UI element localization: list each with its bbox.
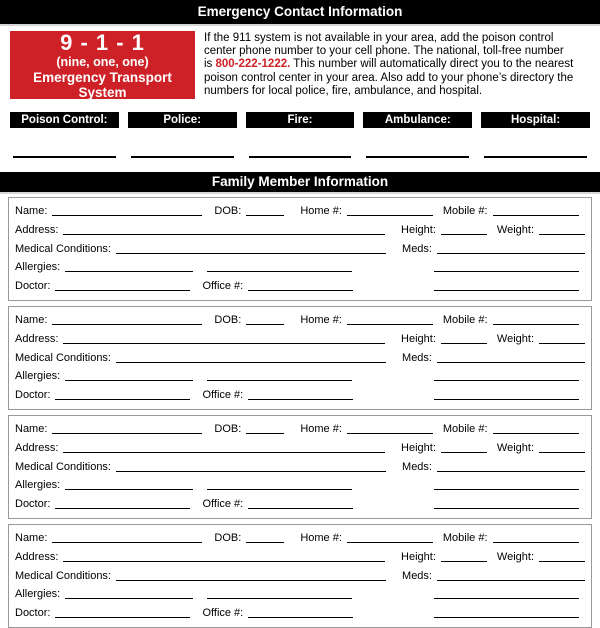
home-number-label: Home #: (300, 205, 342, 217)
poison-control-fill-line (13, 156, 116, 158)
office-number-fill-line (248, 607, 353, 618)
height-fill-line (441, 333, 487, 344)
allergies-fill-line-2 (207, 588, 352, 599)
office-number-fill-line (248, 498, 353, 509)
weight-label: Weight: (496, 223, 534, 236)
meds-fill-line-3 (434, 389, 579, 400)
medical-conditions-fill-line (116, 243, 386, 254)
member-row-allergies (15, 476, 585, 495)
name-fill-line (52, 314, 202, 325)
address-fill-line (63, 551, 385, 562)
intro-line: is 800-222-1222. This number will automatically direct you to the nearest (204, 58, 574, 71)
allergies-label: Allergies: (15, 370, 61, 383)
office-number-label: Office #: (202, 498, 244, 511)
intro-line: poison control center in your area. Also add to your phone’s directory the (204, 71, 574, 84)
member-row-medical (15, 458, 585, 477)
name-fill-line (52, 423, 202, 434)
member-row-doctor (15, 386, 585, 405)
medical-conditions-fill-line (116, 352, 386, 363)
home-number-fill-line (347, 314, 433, 325)
badge-911-words: (nine, one, one) (56, 54, 149, 69)
emergency-header-bar (0, 0, 600, 26)
contact-label-ambulance: Ambulance: (363, 112, 472, 128)
intro-line: If the 911 system is not available in your area, add the poison control (204, 32, 554, 44)
office-number-label: Office #: (202, 389, 244, 402)
medical-conditions-fill-line (116, 570, 386, 581)
meds-label: Meds: (402, 242, 432, 255)
mobile-number-fill-line (493, 423, 579, 434)
dob-fill-line (246, 314, 284, 325)
fire-fill-line (249, 156, 352, 158)
contact-label-fire: Fire: (246, 112, 355, 128)
poison-control-phone-number: 800-222-1222. (215, 58, 291, 71)
intro-paragraph (204, 31, 590, 99)
doctor-fill-line (55, 389, 190, 400)
intro-line: numbers for local police, fire, ambulance, and hospital. (204, 84, 483, 97)
doctor-fill-line (55, 280, 190, 291)
mobile-number-label: Mobile #: (442, 205, 488, 217)
address-fill-line (63, 333, 385, 344)
weight-label: Weight: (496, 550, 534, 563)
meds-label: Meds: (402, 569, 432, 582)
name-label: Name: (15, 422, 48, 435)
office-number-fill-line (248, 280, 353, 291)
member-row-address (15, 221, 585, 240)
office-number-label: Office #: (202, 607, 244, 620)
meds-fill-line-2 (434, 261, 579, 272)
member-row-allergies (15, 585, 585, 604)
weight-fill-line (539, 224, 585, 235)
dob-label: DOB: (214, 313, 242, 326)
member-card (8, 306, 592, 410)
contact-labels-row (10, 112, 590, 128)
ambulance-fill-line (366, 156, 469, 158)
doctor-label: Doctor: (15, 498, 51, 511)
badge-911-number: 9 - 1 - 1 (60, 29, 145, 55)
allergies-label: Allergies: (15, 479, 61, 492)
height-fill-line (441, 224, 487, 235)
member-card (8, 524, 592, 628)
address-fill-line (63, 224, 385, 235)
member-row-address (15, 548, 585, 567)
allergies-fill-line-2 (207, 479, 352, 490)
mobile-number-fill-line (493, 205, 579, 216)
meds-fill-line (437, 352, 585, 363)
member-row-identity (15, 311, 585, 330)
badge-911-system: Emergency Transport System (33, 69, 172, 100)
badge-911 (10, 31, 195, 99)
office-number-label: Office #: (202, 280, 244, 293)
home-number-label: Home #: (300, 422, 342, 435)
doctor-fill-line (55, 607, 190, 618)
member-row-doctor (15, 277, 585, 296)
medical-conditions-label: Medical Conditions: (15, 460, 111, 473)
weight-label: Weight: (496, 332, 534, 345)
allergies-fill-line (65, 261, 193, 272)
meds-fill-line-2 (434, 479, 579, 490)
name-label: Name: (15, 205, 48, 217)
member-row-identity (15, 202, 585, 221)
height-fill-line (441, 551, 487, 562)
member-row-allergies (15, 367, 585, 386)
address-fill-line (63, 442, 385, 453)
family-header-title: Family Member Information (211, 174, 389, 189)
dob-label: DOB: (214, 531, 242, 544)
address-label: Address: (15, 223, 59, 236)
meds-fill-line-2 (434, 370, 579, 381)
address-label: Address: (15, 550, 59, 563)
height-fill-line (441, 442, 487, 453)
contact-label-police: Police: (128, 112, 237, 128)
office-number-fill-line (248, 389, 353, 400)
medical-conditions-label: Medical Conditions: (15, 242, 111, 255)
member-card (8, 415, 592, 519)
meds-fill-line (437, 570, 585, 581)
dob-label: DOB: (214, 205, 242, 217)
contact-label-hospital: Hospital: (481, 112, 590, 128)
mobile-number-label: Mobile #: (442, 313, 488, 326)
weight-label: Weight: (496, 441, 534, 454)
intro-line: center phone number to your cell phone. The national, toll-free number (204, 45, 564, 58)
medical-conditions-fill-line (116, 461, 386, 472)
member-row-allergies (15, 258, 585, 277)
meds-fill-line-3 (434, 498, 579, 509)
member-row-medical (15, 349, 585, 368)
mobile-number-label: Mobile #: (442, 531, 488, 544)
medical-conditions-label: Medical Conditions: (15, 569, 111, 582)
home-number-label: Home #: (300, 531, 342, 544)
member-row-doctor (15, 604, 585, 623)
name-fill-line (52, 205, 202, 216)
meds-label: Meds: (402, 351, 432, 364)
name-fill-line (52, 532, 202, 543)
dob-fill-line (246, 423, 284, 434)
dob-fill-line (246, 205, 284, 216)
allergies-fill-line (65, 479, 193, 490)
meds-label: Meds: (402, 460, 432, 473)
contact-label-poison-control: Poison Control: (10, 112, 119, 128)
contact-fill-lines-row (10, 156, 590, 158)
mobile-number-fill-line (493, 314, 579, 325)
allergies-fill-line-2 (207, 261, 352, 272)
weight-fill-line (539, 442, 585, 453)
dob-fill-line (246, 532, 284, 543)
allergies-label: Allergies: (15, 261, 61, 274)
weight-fill-line (539, 551, 585, 562)
meds-fill-line-3 (434, 607, 579, 618)
meds-fill-line (437, 461, 585, 472)
doctor-label: Doctor: (15, 280, 51, 293)
emergency-info-section (10, 31, 590, 99)
doctor-label: Doctor: (15, 389, 51, 402)
member-row-medical (15, 240, 585, 259)
home-number-label: Home #: (300, 313, 342, 326)
home-number-fill-line (347, 423, 433, 434)
meds-fill-line (437, 243, 585, 254)
hospital-fill-line (484, 156, 587, 158)
weight-fill-line (539, 333, 585, 344)
home-number-fill-line (347, 532, 433, 543)
allergies-fill-line-2 (207, 370, 352, 381)
medical-conditions-label: Medical Conditions: (15, 351, 111, 364)
family-header-bar (0, 172, 600, 194)
allergies-label: Allergies: (15, 588, 61, 601)
name-label: Name: (15, 313, 48, 326)
allergies-fill-line (65, 370, 193, 381)
member-row-identity (15, 529, 585, 548)
police-fill-line (131, 156, 234, 158)
member-card (8, 197, 592, 301)
doctor-fill-line (55, 498, 190, 509)
address-label: Address: (15, 332, 59, 345)
emergency-header-title: Emergency Contact Information (197, 4, 403, 19)
member-row-identity (15, 420, 585, 439)
dob-label: DOB: (214, 422, 242, 435)
height-label: Height: (401, 550, 436, 563)
home-number-fill-line (347, 205, 433, 216)
meds-fill-line-3 (434, 280, 579, 291)
meds-fill-line-2 (434, 588, 579, 599)
name-label: Name: (15, 531, 48, 544)
address-label: Address: (15, 441, 59, 454)
height-label: Height: (401, 332, 436, 345)
allergies-fill-line (65, 588, 193, 599)
doctor-label: Doctor: (15, 607, 51, 620)
member-row-doctor (15, 495, 585, 514)
member-row-address (15, 330, 585, 349)
height-label: Height: (401, 223, 436, 236)
members (0, 197, 600, 628)
height-label: Height: (401, 441, 436, 454)
mobile-number-label: Mobile #: (442, 422, 488, 435)
member-row-medical (15, 567, 585, 586)
member-row-address (15, 439, 585, 458)
mobile-number-fill-line (493, 532, 579, 543)
